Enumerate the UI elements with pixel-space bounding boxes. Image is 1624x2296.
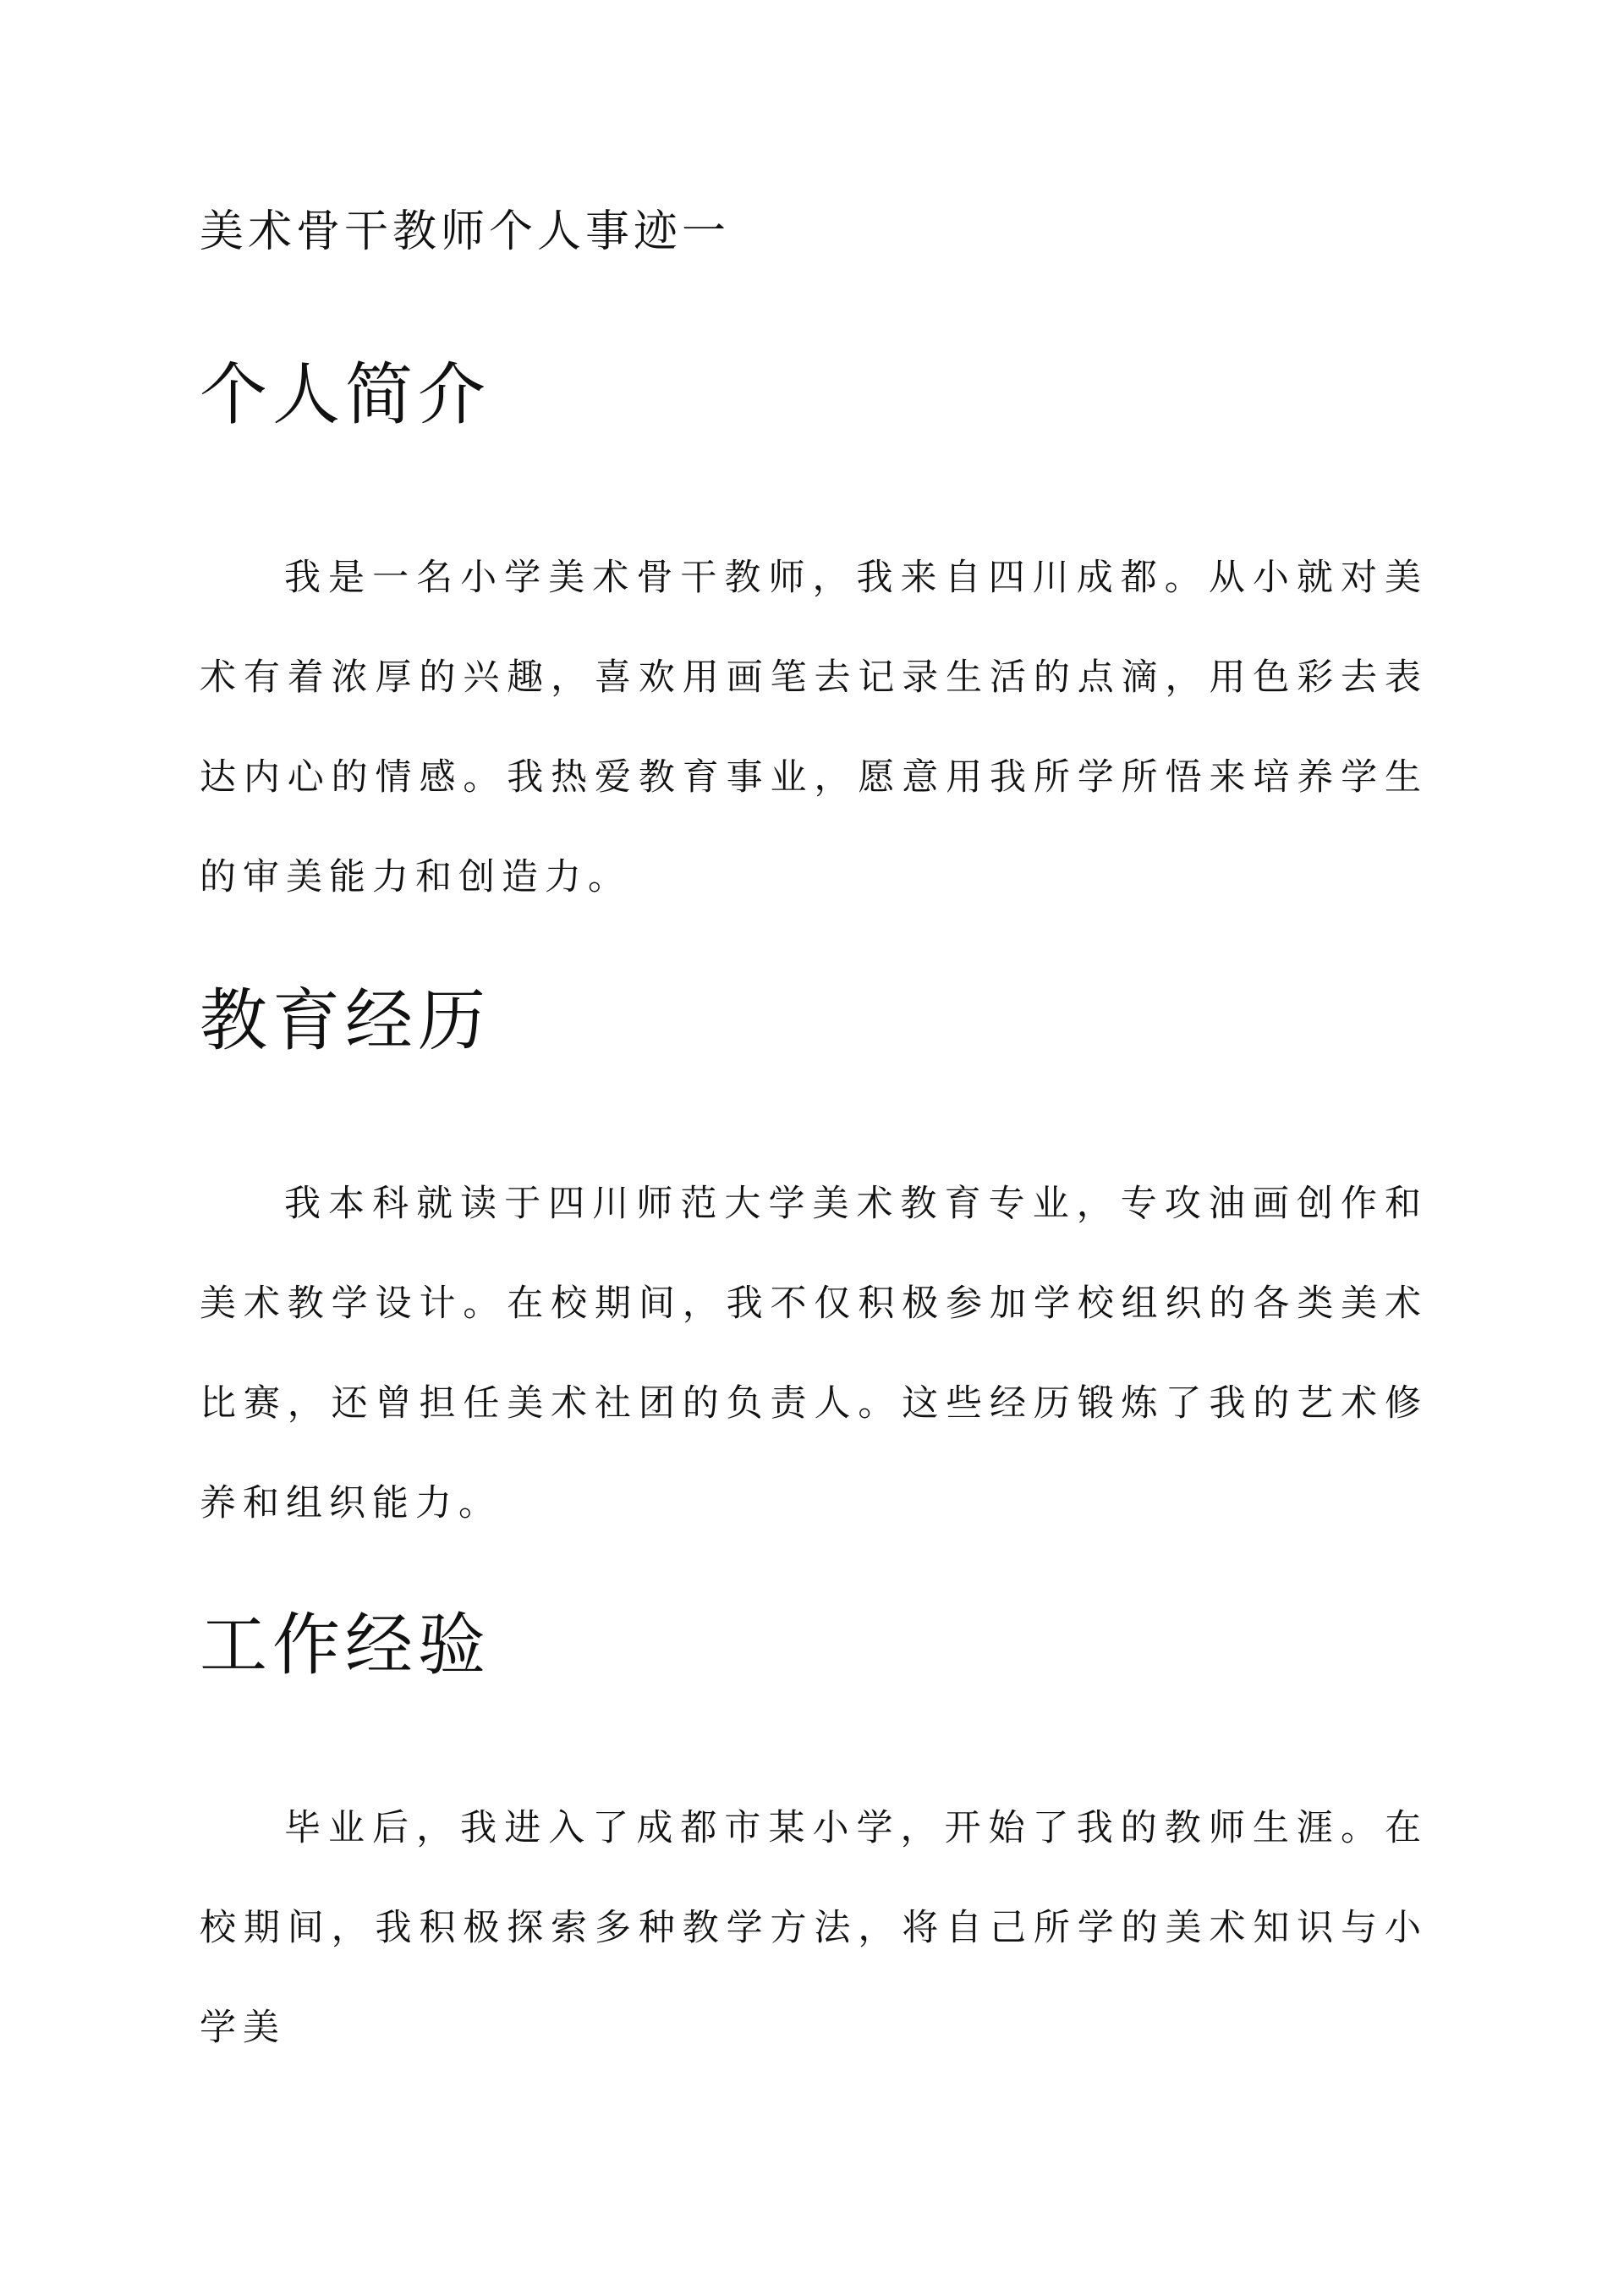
section-heading-work-experience: 工作经验 bbox=[200, 1606, 491, 1684]
section-paragraph-personal-profile: 我是一名小学美术骨干教师，我来自四川成都。从小就对美术有着浓厚的兴趣，喜欢用画笔去记录生活的点滴，用色彩去表达内心的情感。我热爱教育事业，愿意用我所学所悟来培养学生的审美能力和创造力。 bbox=[200, 557, 1428, 898]
section-heading-education: 教育经历 bbox=[200, 981, 491, 1060]
section-paragraph-education: 我本科就读于四川师范大学美术教育专业，专攻油画创作和美术教学设计。在校期间，我不仅积极参加学校组织的各类美术比赛，还曾担任美术社团的负责人。这些经历锻炼了我的艺术修养和组织能力。 bbox=[200, 1183, 1428, 1524]
section-paragraph-work-experience: 毕业后，我进入了成都市某小学，开始了我的教师生涯。在校期间，我积极探索多种教学方法，将自己所学的美术知识与小学美 bbox=[200, 1807, 1428, 2049]
document-title: 美术骨干教师个人事迹一 bbox=[200, 206, 731, 257]
section-heading-personal-profile: 个人简介 bbox=[200, 355, 491, 434]
